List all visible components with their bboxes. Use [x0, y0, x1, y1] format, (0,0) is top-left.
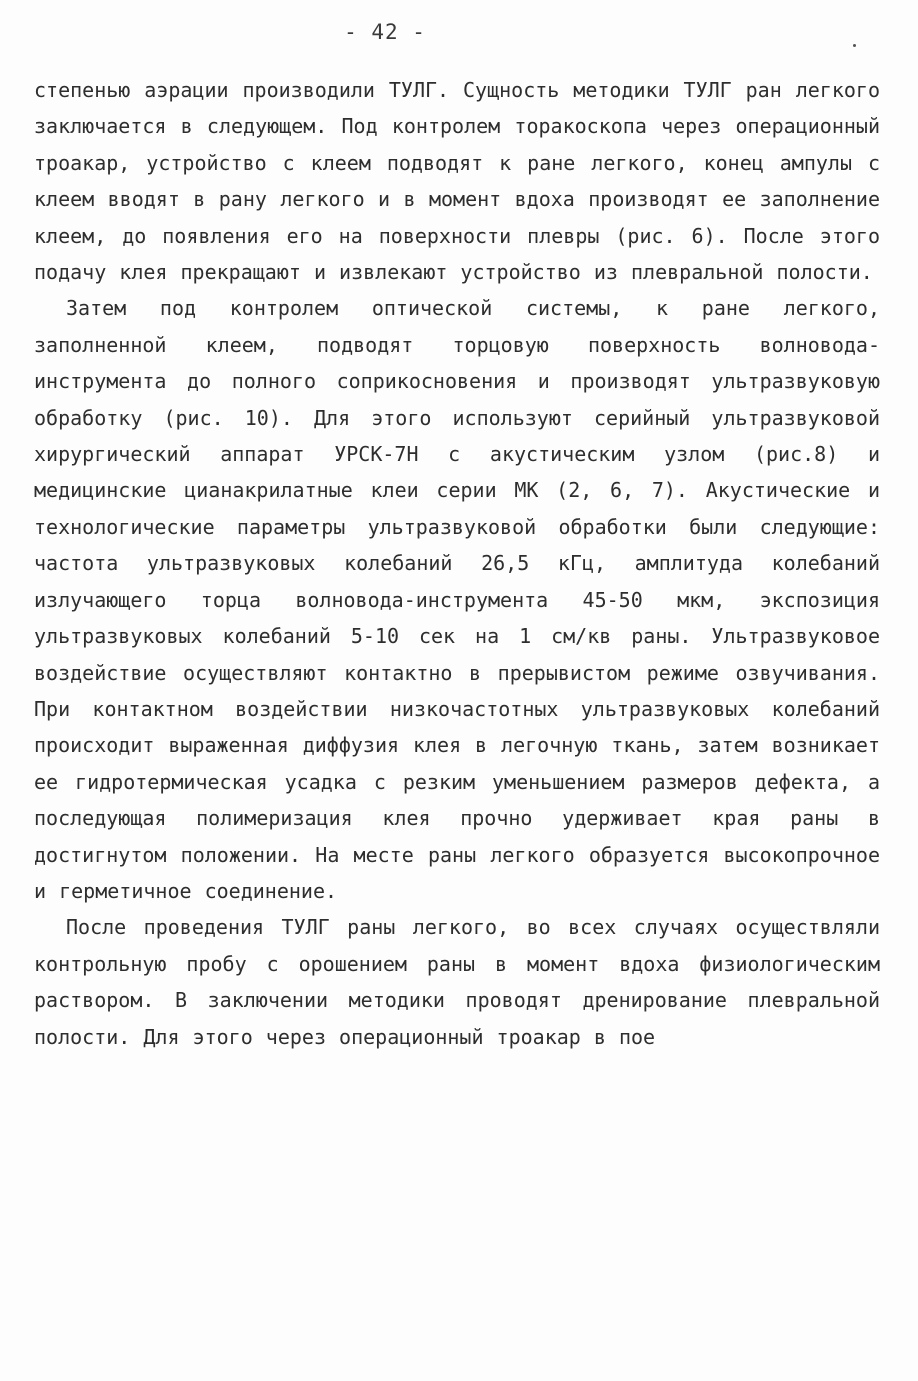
paragraph-1: степенью аэрации производили ТУЛГ. Сущность методики ТУЛГ ран легкого заключается в следующем. Под контролем торакоскопа через операционный троакар, устройство с клеем подводят к ране легкого, конец ампулы с клеем вводят в рану легкого и в момент вдоха производят ее заполнение клеем, до появления его на поверхности плевры (рис. 6). После этого подачу клея прекращают и извлекают устройство из плевральной полости. — [34, 78, 880, 285]
body-text — [34, 72, 880, 1055]
paragraph-3: После проведения ТУЛГ раны легкого, во всех случаях осуществляли контрольную пробу с орошением раны в момент вдоха физиологическим раствором. В заключении методики проводят дренирование плевральной полости. Для этого через операционный троакар в пое — [34, 915, 880, 1049]
paragraph-2: Затем под контролем оптической системы, к ране легкого, заполненной клеем, подводят торцовую поверхность волновода-инструмента до полного соприкосновения и производят ультразвуковую обработку (рис. 10). Для этого используют серийный ультразвуковой хирургический аппарат УРСК-7Н с акустическим узлом (рис.8) и медицинские цианакрилатные клеи серии МК (2, 6, 7). Акустические и технологические параметры ультразвуковой обработки были следующие: частота ультразвуковых колебаний 26,5 кГц, амплитуда колебаний излучающего торца волновода-инструмента 45-50 мкм, экспозиция ультразвуковых колебаний 5-10 сек на 1 см/кв раны. Ультразвуковое воздействие осуществляют контактно в прерывистом режиме озвучивания. При контактном воздействии низкочастотных ультразвуковых колебаний происходит выраженная диффузия клея в легочную ткань, затем возникает ее гидротермическая усадка с резким уменьшением размеров дефекта, а последующая полимеризация клея прочно удерживает края раны в достигнутом положении. На месте раны легкого образуется высокопрочное и герметичное соединение. — [34, 296, 880, 903]
scan-speck — [853, 44, 856, 47]
page-number: - 42 - — [344, 20, 426, 44]
